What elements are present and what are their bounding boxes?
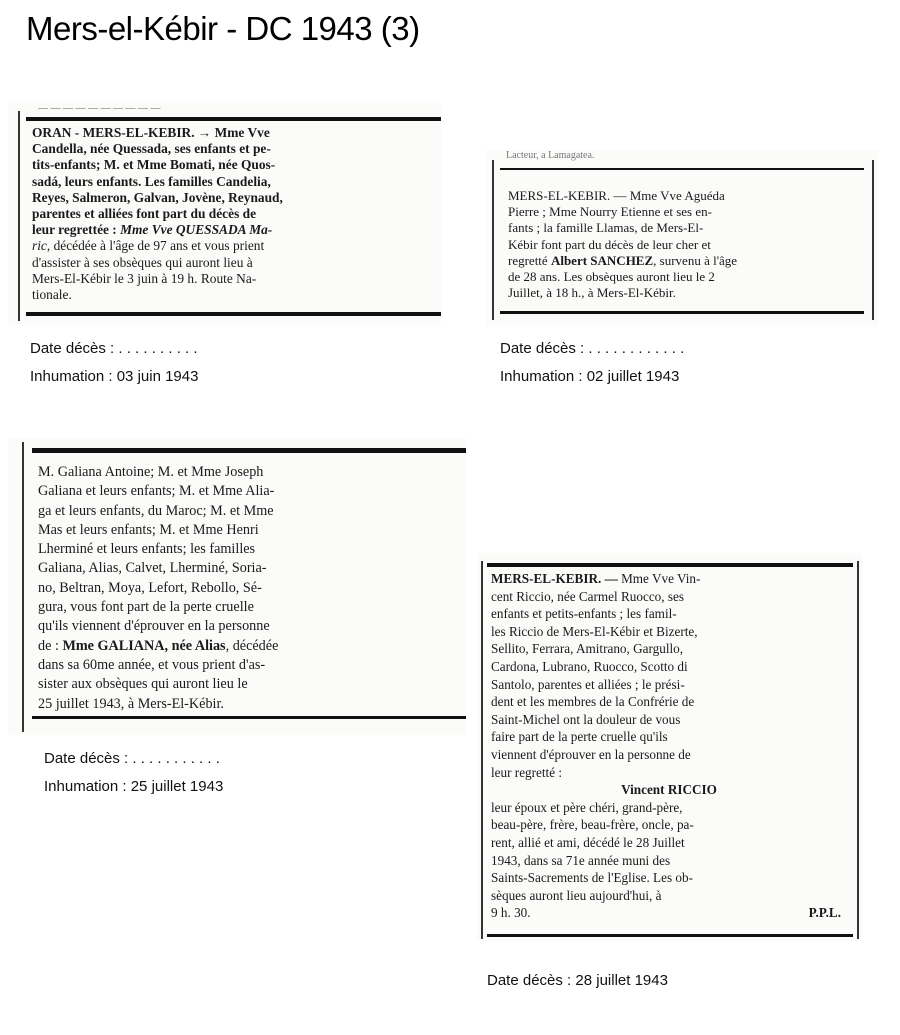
caption-date-deces-3: Date décès : . . . . . . . . . . . — [44, 750, 220, 767]
obituary-clipping-sanchez — [486, 150, 878, 325]
clipping-border-left — [481, 561, 483, 939]
caption-date-deces-4: Date décès : 28 juillet 1943 — [487, 972, 668, 989]
clipping-text-run: ric — [32, 238, 47, 254]
clipping-top-rule — [26, 117, 441, 121]
clipping-text-run: , décédée à l'âge de 97 ans et vous prient — [46, 238, 265, 254]
clipping-text-run: Santolo, parentes et alliées ; le prési- — [491, 676, 685, 692]
clipping-text-run: Mme Vve Vin- — [621, 571, 701, 586]
clipping-text-run: Cardona, Lubrano, Ruocco, Scotto di — [491, 658, 688, 674]
clipping-line — [491, 799, 847, 817]
clipping-text-run: de : — [38, 637, 63, 654]
clipping-line — [38, 463, 462, 482]
clipping-line — [32, 222, 436, 238]
clipping-text-run: Mme Vve QUESSADA Ma- — [120, 222, 273, 238]
clipping-line — [491, 570, 847, 588]
clipping-text-run: parentes et alliées font part du décès de — [32, 206, 257, 222]
clipping-line — [491, 640, 847, 658]
caption-date-deces-1: Date décès : . . . . . . . . . . — [30, 340, 198, 357]
clipping-text — [491, 570, 847, 922]
clipping-line — [491, 658, 847, 676]
page-title: Mers-el-Kébir - DC 1943 (3) — [26, 10, 420, 47]
clipping-text-run: rent, allié et ami, décédé le 28 Juillet — [491, 834, 685, 850]
clipping-text-run: beau-père, frère, beau-frère, oncle, pa- — [491, 817, 694, 833]
clipping-line — [508, 269, 858, 285]
clipping-line — [491, 728, 847, 746]
caption-inhumation-2: Inhumation : 02 juillet 1943 — [500, 368, 680, 385]
clipping-text-run: 1943, dans sa 71e année muni des — [491, 852, 671, 868]
clipping-text-run: Galiana, Alias, Calvet, Lherminé, Soria- — [38, 560, 267, 577]
clipping-text-run: Saints-Sacrements de l'Eglise. Les ob- — [491, 870, 693, 886]
clipping-line — [38, 521, 462, 540]
clipping-masthead: Lacteur, a Lamagatea. — [506, 150, 595, 161]
clipping-text-run: M. Galiana Antoine; M. et Mme Joseph — [38, 464, 264, 480]
clipping-line — [491, 887, 847, 905]
clipping-line — [38, 656, 462, 675]
clipping-line — [32, 271, 436, 287]
clipping-line — [38, 598, 462, 617]
clipping-text-run: sèques auront lieu aujourd'hui, à — [491, 887, 662, 903]
clipping-line — [491, 588, 847, 606]
clipping-text-run: ga et leurs enfants, du Maroc; M. et Mme — [38, 502, 274, 519]
clipping-text-run: Mers-El-Kébir le 3 juin à 19 h. Route Na- — [32, 270, 257, 286]
clipping-line — [32, 238, 436, 254]
clipping-text-run: no, Beltran, Moya, Lefort, Rebollo, Sé- — [38, 579, 262, 596]
clipping-line — [38, 695, 462, 714]
clipping-line — [32, 255, 436, 271]
clipping-line — [491, 693, 847, 711]
clipping-border-left — [22, 442, 24, 732]
clipping-text — [508, 188, 858, 301]
clipping-line — [32, 174, 436, 190]
clipping-text-run: fants ; la famille Llamas, de Mers-El- — [508, 220, 704, 236]
clipping-line — [491, 711, 847, 729]
clipping-line — [508, 220, 858, 236]
clipping-text-run: faire part de la perte cruelle qu'ils — [491, 729, 668, 745]
clipping-text-run: , décédée — [225, 637, 279, 654]
clipping-line — [38, 540, 462, 559]
clipping-text-run: Kébir font part du décès de leur cher et — [508, 236, 711, 252]
clipping-line — [38, 617, 462, 636]
clipping-text-run: d'assister à ses obsèques qui auront lieu à — [32, 254, 253, 270]
clipping-border-left — [492, 160, 494, 320]
clipping-bottom-rule — [500, 311, 864, 314]
clipping-text-run: qu'ils viennent d'éprouver en la personne — [38, 618, 270, 635]
clipping-text-run: les Riccio de Mers-El-Kébir et Bizerte, — [491, 623, 698, 639]
clipping-line — [508, 204, 858, 220]
clipping-text — [38, 463, 462, 714]
clipping-text-run: Saint-Michel ont la douleur de vous — [491, 711, 681, 727]
clipping-bottom-rule — [32, 716, 466, 719]
clipping-text-run: MERS-EL-KEBIR. — Mme Vve Aguéda — [508, 188, 725, 203]
clipping-text-run: Lherminé et leurs enfants; les familles — [38, 541, 256, 558]
clipping-line — [508, 285, 858, 301]
clipping-text-run: sister aux obsèques qui auront lieu le — [38, 676, 248, 693]
clipping-text-run: Juillet, à 18 h., à Mers-El-Kébir. — [508, 285, 676, 301]
clipping-line — [491, 904, 847, 922]
clipping-line — [491, 834, 847, 852]
clipping-bottom-rule — [487, 934, 853, 937]
clipping-line — [38, 675, 462, 694]
clipping-text-run: Albert SANCHEZ — [550, 252, 654, 268]
clipping-text-run: regretté — [508, 252, 551, 268]
caption-inhumation-3: Inhumation : 25 juillet 1943 — [44, 778, 224, 795]
clipping-text-run: cent Riccio, née Carmel Ruocco, ses — [491, 588, 684, 604]
clipping-text-run: Vincent RICCIO — [621, 782, 717, 798]
clipping-line — [491, 852, 847, 870]
clipping-border-left — [18, 111, 20, 321]
clipping-line — [32, 190, 436, 206]
clipping-line — [491, 781, 847, 799]
obituary-clipping-riccio — [477, 553, 863, 941]
obituary-clipping-galiana — [8, 438, 466, 735]
clipping-text-run: Sellito, Ferrara, Amitrano, Gargullo, — [491, 641, 684, 657]
clipping-text-run: , survenu à l'âge — [653, 252, 738, 268]
clipping-line — [38, 559, 462, 578]
clipping-line — [38, 579, 462, 598]
clipping-text-run: tits-enfants; M. et Mme Bomati, née Quos- — [32, 157, 276, 173]
clipping-line — [491, 605, 847, 623]
clipping-text-run: Mme GALIANA, née Alias — [62, 637, 226, 654]
clipping-line — [38, 637, 462, 656]
clipping-top-rule — [487, 563, 853, 567]
clipping-text-run: dent et les membres de la Confrérie de — [491, 694, 695, 710]
obituary-clipping-quessada — [8, 103, 441, 325]
clipping-text-run: ORAN - MERS-EL-KEBIR. → Mme Vve — [32, 125, 270, 140]
clipping-bottom-rule — [26, 312, 441, 316]
clipping-text-run: Candella, née Quessada, ses enfants et pe- — [32, 141, 271, 157]
clipping-text-run: P.P.L. — [808, 905, 841, 921]
clipping-line — [32, 125, 436, 141]
clipping-text — [32, 125, 436, 303]
clipping-text-run: dans sa 60me année, et vous prient d'as- — [38, 656, 266, 673]
clipping-line — [491, 764, 847, 782]
clipping-line — [508, 253, 858, 269]
caption-inhumation-1: Inhumation : 03 juin 1943 — [30, 368, 199, 385]
clipping-top-rule — [32, 448, 466, 453]
clipping-text-run: 9 h. 30. — [491, 905, 531, 921]
clipping-text-run: Reyes, Salmeron, Galvan, Jovène, Reynaud, — [32, 189, 283, 205]
clipping-text-run: Galiana et leurs enfants; M. et Mme Alia- — [38, 483, 275, 500]
clipping-text-run: Pierre ; Mme Nourry Etienne et ses en- — [508, 204, 712, 220]
clipping-text-run: 25 juillet 1943, à Mers-El-Kébir. — [38, 695, 224, 712]
clipping-text-run: leur regrettée : — [32, 222, 121, 238]
clipping-text-run: tionale. — [32, 287, 72, 303]
clipping-text-run: viennent d'éprouver en la personne de — [491, 746, 691, 762]
clipping-line — [38, 482, 462, 501]
caption-date-deces-2: Date décès : . . . . . . . . . . . . — [500, 340, 685, 357]
clipping-line — [508, 237, 858, 253]
clipping-line — [38, 502, 462, 521]
clipping-top-rule — [500, 168, 864, 170]
clipping-line — [491, 676, 847, 694]
clipping-text-run: leur regretté : — [491, 764, 563, 780]
clipping-line — [32, 206, 436, 222]
clipping-line — [508, 188, 858, 204]
clipping-text-run: sadá, leurs enfants. Les familles Candelia, — [32, 173, 271, 189]
clipping-text-run: de 28 ans. Les obsèques auront lieu le 2 — [508, 269, 715, 285]
clipping-masthead: — — — — — — — — — — — [38, 103, 161, 114]
clipping-text-run: MERS-EL-KEBIR. — — [491, 571, 622, 586]
clipping-line — [491, 816, 847, 834]
clipping-border-right — [857, 561, 859, 939]
clipping-text-run: enfants et petits-enfants ; les famil- — [491, 606, 677, 622]
clipping-text-run: gura, vous font part de la perte cruelle — [38, 599, 254, 616]
clipping-text-run: Mas et leurs enfants; M. et Mme Henri — [38, 521, 259, 538]
clipping-line — [491, 869, 847, 887]
clipping-line — [491, 746, 847, 764]
clipping-line — [32, 287, 436, 303]
clipping-border-right — [872, 160, 874, 320]
clipping-line — [491, 623, 847, 641]
clipping-line — [32, 141, 436, 157]
clipping-line — [32, 157, 436, 173]
clipping-text-run: leur époux et père chéri, grand-père, — [491, 799, 683, 815]
